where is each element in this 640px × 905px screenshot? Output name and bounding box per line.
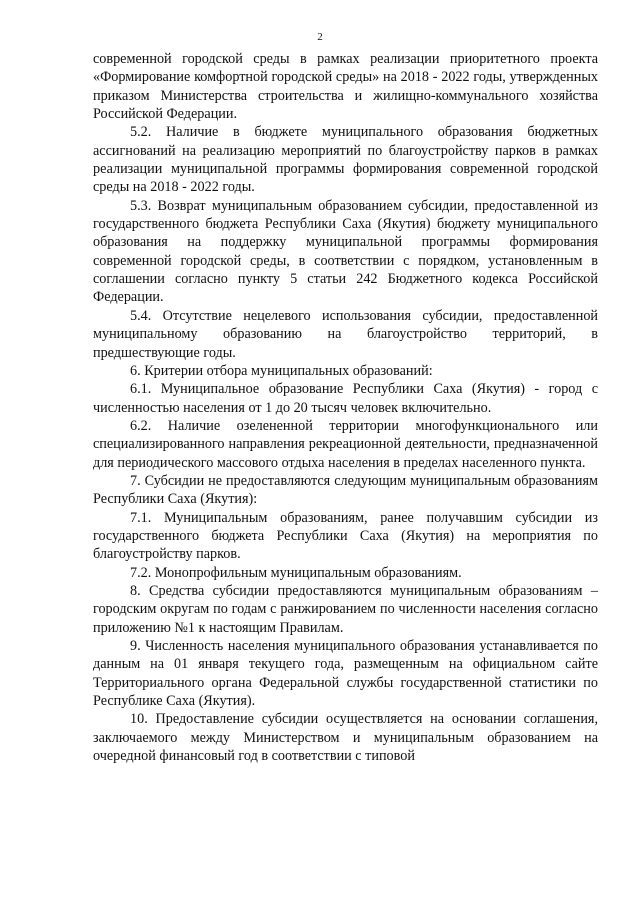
paragraph-6: 6. Критерии отбора муниципальных образований: (130, 362, 433, 379)
paragraph-5-3: 5.3. Возврат муниципальным образованием субсидии, предоставленной из государственного бюджета Республики Саха (Якутия) бюджету муниципального образования на поддержку муниципальной программы формирования современной городской среды, в соответствии с порядком, установленным в соглашении согласно пункту 5 статьи 242 Бюджетного кодекса Российской Федерации. (93, 197, 598, 306)
paragraph-8: 8. Средства субсидии предоставляются муниципальным образованиям – городским округам по годам с ранжированием по численности населения согласно приложению №1 к настоящим Правилам. (93, 582, 598, 636)
paragraph-6-2: 6.2. Наличие озелененной территории многофункционального или специализированного направления рекреационной деятельности, предназначенной для периодического массового отдыха населения в пределах населенного пункта. (93, 417, 598, 471)
paragraph-7-2: 7.2. Монопрофильным муниципальным образованиям. (130, 564, 462, 581)
paragraph-10: 10. Предоставление субсидии осуществляется на основании соглашения, заключаемого между Министерством и муниципальным образованием на очередной финансовый год в соответствии с типовой (93, 711, 598, 765)
paragraph-6-1: 6.1. Муниципальное образование Республики Саха (Якутия) - город с численностью населения от 1 до 20 тысяч человек включительно. (93, 381, 598, 416)
paragraph-9: 9. Численность населения муниципального образования устанавливается по данным на 01 января текущего года, размещенным на официальном сайте Территориального органа Федеральной службы государственной статистики по Республике Саха (Якутия). (93, 638, 598, 710)
paragraph-continuation: современной городской среды в рамках реализации приоритетного проекта «Формирование комфортной городской среды» на 2018 - 2022 годы, утвержденных приказом Министерства строительства и жилищно-коммунального хозяйства Российской Федерации. (93, 51, 598, 123)
paragraph-7-1: 7.1. Муниципальным образованиям, ранее получавшим субсидии из государственного бюджета Республики Саха (Якутия) на мероприятия по благоустройству парков. (93, 509, 598, 563)
page-number: 2 (317, 31, 323, 43)
document-body (93, 50, 598, 765)
paragraph-7: 7. Субсидии не предоставляются следующим муниципальным образованиям Республики Саха (Якутия): (93, 472, 598, 508)
paragraph-5-4: 5.4. Отсутствие нецелевого использования субсидии, предоставленной муниципальному образованию на благоустройство территорий, в предшествующие годы. (93, 307, 598, 361)
paragraph-5-2: 5.2. Наличие в бюджете муниципального образования бюджетных ассигнований на реализацию мероприятий по благоустройству парков в рамках реализации муниципальной программы формирования современной городской среды на 2018 - 2022 годы. (93, 124, 598, 196)
